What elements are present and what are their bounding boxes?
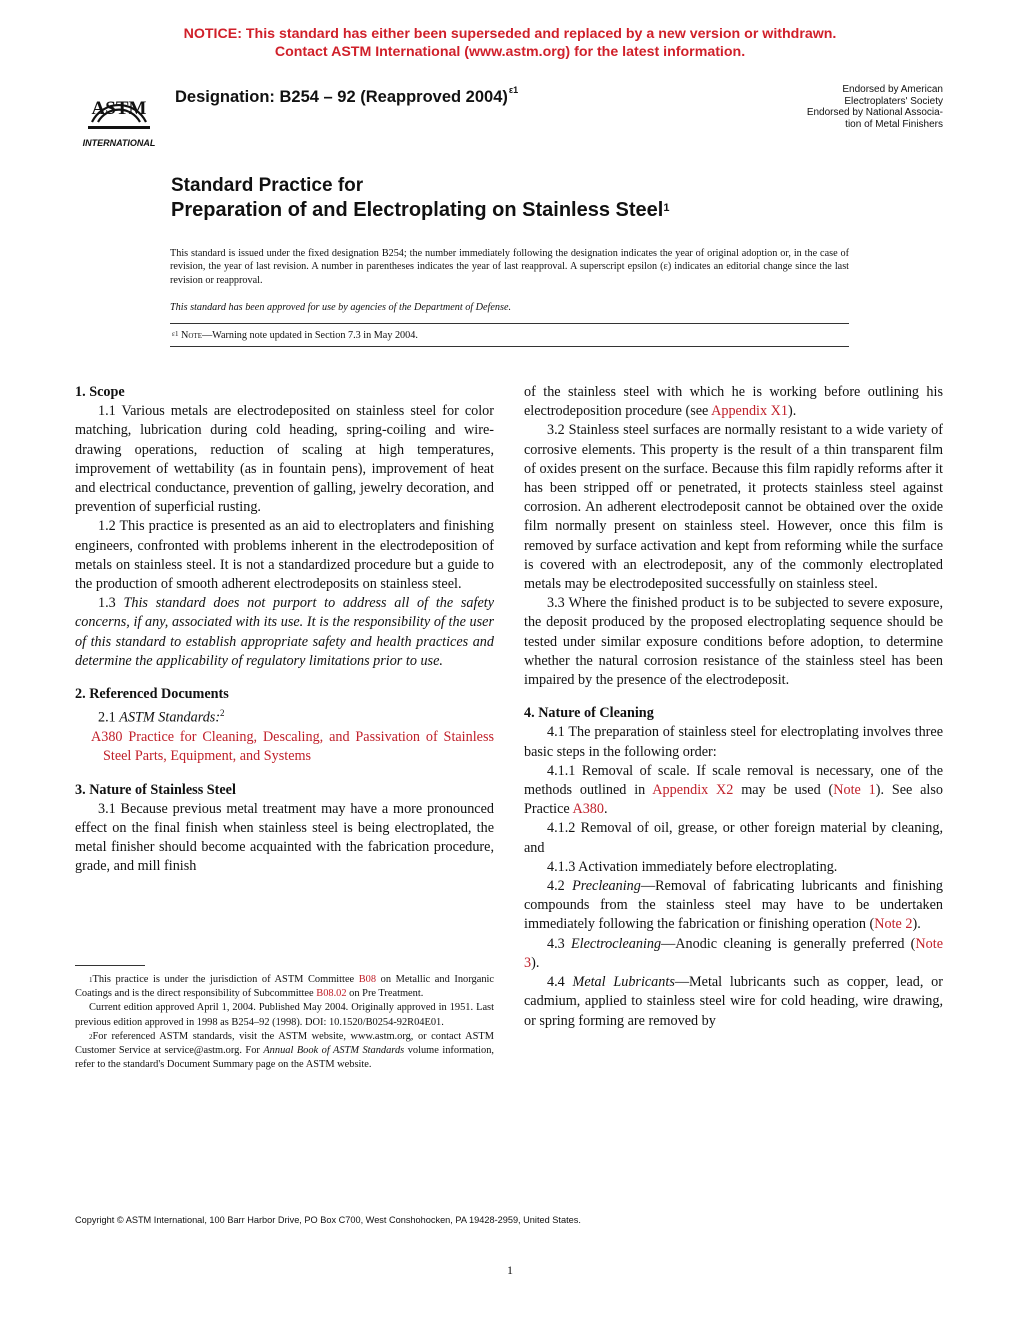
text-run: 4.1.1 Removal of scale. If scale removal is necessary, one of the methods outlined in bbox=[524, 762, 943, 799]
text-run: ). See also Practice bbox=[524, 782, 943, 818]
divider bbox=[170, 323, 849, 324]
left-column bbox=[75, 383, 494, 877]
paragraph-4-2 bbox=[524, 877, 943, 935]
paragraph-3-1-continued bbox=[524, 383, 943, 421]
link-b08-02[interactable]: B08.02 bbox=[316, 988, 347, 1000]
footnotes bbox=[75, 973, 494, 1072]
logo-subtext: INTERNATIONAL bbox=[82, 138, 156, 148]
text-run: may be used ( bbox=[733, 782, 834, 799]
link-appendix-x2[interactable]: Appendix X2 bbox=[652, 782, 734, 799]
term-metal-lubricants: Metal Lubricants bbox=[572, 974, 675, 991]
text-run: . bbox=[603, 801, 608, 818]
title-line-2 bbox=[171, 197, 669, 223]
designation-text: Designation: B254 – 92 (Reapproved 2004) bbox=[175, 88, 508, 106]
notice-line-2: Contact ASTM International (www.astm.org) for the latest information. bbox=[274, 43, 746, 60]
logo-text: ASTM bbox=[91, 98, 147, 119]
epsilon-note bbox=[172, 330, 418, 341]
endorsement-block bbox=[723, 84, 943, 130]
para-number: 4.4 bbox=[547, 974, 573, 991]
paragraph-2-1 bbox=[75, 704, 494, 728]
text-run: ). bbox=[787, 403, 797, 420]
term-electrocleaning: Electrocleaning bbox=[571, 935, 662, 952]
text-run: —Metal lubricants such as copper, lead, or cadmium, applied to stainless steel wire for cold heading, wire drawing, or spring forming are removed by bbox=[524, 974, 944, 1029]
text-run: This practice is under the jurisdiction of ASTM Committee bbox=[92, 974, 359, 985]
paragraph-1-2: 1.2 This practice is presented as an aid to electroplaters and finishing engineers, confronted with problems inherent in the electrodeposition of metals on stainless steel. It is not a standardized procedure but a guide to the production of smooth adherent electrodeposits on stainless steel. bbox=[75, 518, 494, 593]
link-note-1[interactable]: Note 1 bbox=[833, 782, 876, 799]
note-text: —Warning note updated in Section 7.3 in May 2004. bbox=[201, 330, 418, 341]
para-number: 4.2 bbox=[547, 878, 573, 895]
footnote-mark-2: 2 bbox=[220, 708, 225, 719]
para-number: 4.3 bbox=[547, 935, 572, 952]
section-heading-nature-of-stainless-steel: 3. Nature of Stainless Steel bbox=[75, 781, 236, 798]
paragraph-3-3: 3.3 Where the finished product is to be subjected to severe exposure, the deposit produced by the proposed electroplating sequence should be tested under similar exposure conditions before adoption, to determine whether the natural corrosion resistance of the stainless steel has been impaired by the presence of the electrodeposit. bbox=[524, 595, 943, 689]
endorsement-line: Electroplaters' Society bbox=[844, 95, 943, 107]
link-a380-inline[interactable]: A380 bbox=[572, 801, 604, 818]
link-a380[interactable]: A380 bbox=[91, 729, 123, 746]
link-note-3[interactable]: Note 3 bbox=[524, 935, 943, 971]
section-heading-referenced-documents: 2. Referenced Documents bbox=[75, 686, 229, 703]
designation-epsilon: ε1 bbox=[508, 85, 519, 95]
paragraph-4-4 bbox=[524, 973, 943, 1031]
text-run: on Metallic and Inorganic Coatings and is the direct responsibility of Subcommittee bbox=[75, 974, 495, 1000]
paragraph-1-3 bbox=[75, 594, 494, 671]
paragraph-1-1: 1.1 Various metals are electrodeposited on stainless steel for color matching, lubrication during cold heading, spring-coiling and wire-drawing operations, reduction of scaling at high temperatures, improvement of wettability (as in fountain pens), improvement of heat and electrical conductance, prevention of galling, jewelry decoration, and prevention of superficial rusting. bbox=[75, 403, 494, 516]
title-footnote-mark: 1 bbox=[663, 202, 670, 214]
epsilon-mark: ε1 bbox=[172, 330, 179, 338]
text-run: —Removal of fabricating lubricants and finishing compounds from the stainless steel may have to be undertaken immediately following the fabrication or finishing operation ( bbox=[524, 878, 944, 933]
para-number: 1.3 bbox=[98, 595, 124, 612]
note-label: Note bbox=[181, 330, 202, 341]
notice-line-1: NOTICE: This standard has either been superseded and replaced by a new version or withdrawn. bbox=[183, 26, 837, 42]
section-heading-nature-of-cleaning: 4. Nature of Cleaning bbox=[524, 705, 654, 722]
text-run: on Pre Treatment. bbox=[346, 988, 424, 1000]
endorsement-line: Endorsed by National Associa- bbox=[806, 107, 943, 119]
paragraph-3-2: 3.2 Stainless steel surfaces are normally resistant to a wide variety of corrosive elements. This property is the result of a thin transparent film of oxides present on the surface. Because this film rapidly reforms after it has been stripped off or penetrated, it protects stainless steel against corrosion. An adherent electrodeposit cannot be obtained over the oxide film normally present on stainless steel. However, once this film is removed by surface activation and kept from reforming while the surface is covered with an electrodeposit, any of the commonly electroplated metals may be electrodeposited successfully on stainless steel. bbox=[524, 422, 943, 593]
footnote-divider bbox=[75, 965, 145, 966]
text-run: —Anodic cleaning is generally preferred ( bbox=[661, 935, 916, 952]
section-heading-scope: 1. Scope bbox=[75, 384, 125, 400]
paragraph-4-1-1 bbox=[524, 762, 943, 820]
paragraph-4-3 bbox=[524, 935, 943, 973]
footnote-2 bbox=[75, 1030, 494, 1073]
paragraph-3-1: 3.1 Because previous metal treatment may have a more pronounced effect on the final finish when stainless steel is being electroplated, the metal finisher should become acquainted with the fabrication procedure, grade, and mill finish bbox=[75, 800, 494, 875]
text-run: ). bbox=[531, 954, 540, 971]
footnote-1-edition: Current edition approved April 1, 2004. Published May 2004. Originally approved in 1951. Last previous edition approved in 1998 as B254–92 (1998). DOI: 10.1520/B0254-92R04E01. bbox=[75, 1002, 494, 1028]
link-note-2[interactable]: Note 2 bbox=[874, 916, 913, 933]
safety-caveat: This standard does not purport to address all of the safety concerns, if any, associated with its use. It is the responsibility of the user of this standard to establish appropriate safety and health practices and determine the applicability of regulatory limitations prior to use. bbox=[75, 595, 494, 669]
paragraph-4-1-2: 4.1.2 Removal of oil, grease, or other foreign material by cleaning, and bbox=[524, 820, 943, 856]
right-column bbox=[524, 383, 943, 1031]
copyright-line: Copyright © ASTM International, 100 Barr Harbor Drive, PO Box C700, West Conshohocken, PA 19428-2959, United States. bbox=[75, 1215, 581, 1225]
title-line-1: Standard Practice for bbox=[171, 175, 364, 196]
footnote-mark: 1 bbox=[89, 976, 93, 984]
endorsement-line: tion of Metal Finishers bbox=[845, 118, 943, 130]
astm-logo-icon bbox=[72, 74, 166, 154]
text-run: of the stainless steel with which he is working before outlining his electrodeposition procedure (see bbox=[524, 384, 943, 420]
link-a380-title[interactable]: Practice for Cleaning, Descaling, and Passivation of Stainless Steel Parts, Equipment, and Systems bbox=[103, 729, 494, 765]
footnote-1 bbox=[75, 973, 494, 1001]
link-appendix-x1[interactable]: Appendix X1 bbox=[711, 403, 788, 420]
text-run: volume information, refer to the standard's Document Summary page on the ASTM website. bbox=[75, 1045, 494, 1071]
text-run: For referenced ASTM standards, visit the ASTM website, www.astm.org, or contact ASTM Customer Service at service@astm.org. For bbox=[75, 1030, 494, 1057]
title-main: Preparation of and Electroplating on Stainless Steel bbox=[171, 199, 664, 221]
divider bbox=[170, 346, 849, 347]
designation bbox=[175, 85, 519, 107]
para-number: 2.1 bbox=[98, 709, 120, 726]
dod-approval: This standard has been approved for use by agencies of the Department of Defense. bbox=[170, 302, 512, 313]
issued-statement: This standard is issued under the fixed designation B254; the number immediately following the designation indicates the year of original adoption or, in the case of revision, the year of last revision. A number in parentheses indicates the year of last reapproval. A superscript epsilon (ε) indicates an editorial change since the last revision or reapproval. bbox=[170, 248, 849, 286]
text-run: ). bbox=[912, 916, 921, 933]
link-b08[interactable]: B08 bbox=[358, 974, 377, 985]
astm-standards-label: ASTM Standards: bbox=[119, 709, 221, 726]
term-precleaning: Precleaning bbox=[572, 878, 641, 895]
withdrawal-notice bbox=[0, 26, 1020, 61]
page-number: 1 bbox=[507, 1263, 513, 1277]
paragraph-4-1: 4.1 The preparation of stainless steel for electroplating involves three basic steps in the following order: bbox=[524, 724, 943, 760]
document-title bbox=[171, 175, 669, 223]
annual-book-title: Annual Book of ASTM Standards bbox=[263, 1045, 405, 1057]
reference-a380 bbox=[75, 728, 494, 766]
footnote-mark: 2 bbox=[89, 1032, 93, 1041]
endorsement-line: Endorsed by American bbox=[842, 84, 943, 95]
paragraph-4-1-3: 4.1.3 Activation immediately before electroplating. bbox=[547, 858, 838, 875]
